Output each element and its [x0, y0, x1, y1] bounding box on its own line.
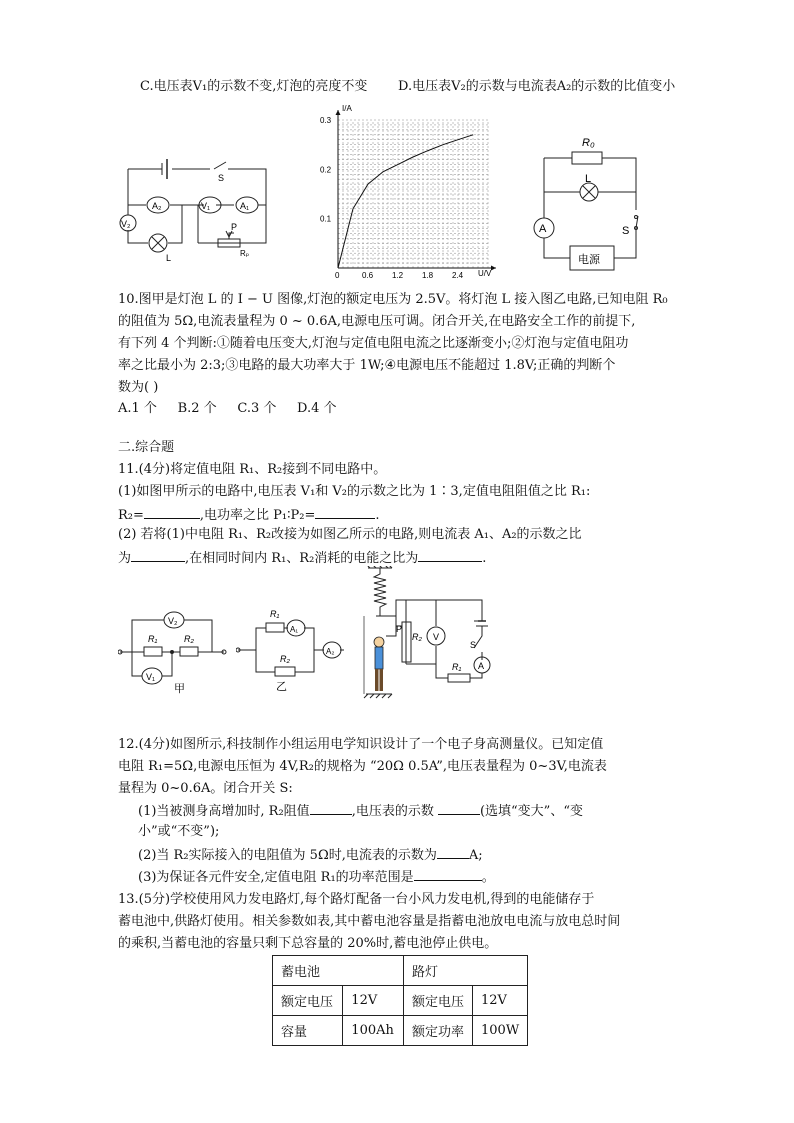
y-tick-label: 0.3: [320, 116, 332, 125]
q11-text: R₂=: [118, 508, 144, 523]
table-cell: 容量: [273, 1016, 343, 1046]
source-label: 电源: [578, 254, 600, 266]
switch-label: S: [470, 640, 477, 650]
answer-blank[interactable]: [414, 866, 482, 881]
switch-label: S: [622, 225, 630, 237]
option-c: C.电压表V₁的示数不变,灯泡的亮度不变: [140, 79, 368, 94]
q12-text: 。: [481, 870, 495, 885]
q11-line-4: (2) 若将(1)中电阻 R₁、R₂改接为如图乙所示的电路,则电流表 A₁、A₂的示数之比: [118, 527, 582, 542]
q12-line-3: 量程为 0~0.6A。闭合开关 S:: [118, 781, 293, 796]
a1-label: A₁: [240, 201, 250, 211]
circuit-jia-figure: [118, 600, 228, 695]
q13-line-2: 蓄电池中,供路灯使用。相关参数如表,其中蓄电池容量是指蓄电池放电电流与放电总时间: [118, 914, 621, 929]
q12-text: A;: [468, 848, 483, 863]
q12-line-7: [138, 866, 495, 888]
q10-line-4: 率之比最小为 2:3;③电路的最大功率大于 1W;④电源电压不能超过 1.8V;正确的判断个: [118, 358, 616, 373]
q12-line-2: 电阻 R₁=5Ω,电源电压恒为 4V,R₂的规格为 “20Ω 0.5A”,电压表量程为 0~3V,电流表: [118, 759, 607, 774]
x-tick-label: 1.8: [422, 271, 434, 280]
q12-text: (选填“变大”、“变: [479, 804, 583, 819]
r1-label: R₁: [148, 634, 158, 644]
option-d: D.电压表V₂的示数与电流表A₂的示数的比值变小: [398, 79, 676, 94]
height-meter-figure: [362, 566, 502, 700]
a2-label: A₂: [152, 201, 162, 211]
table-cell: 额定电压: [404, 986, 473, 1016]
lamp-label: L: [585, 173, 592, 185]
y-tick-label: 0.1: [320, 214, 332, 224]
table-cell: 12V: [343, 986, 404, 1016]
table-cell: 100W: [473, 1016, 528, 1046]
answer-blank[interactable]: [315, 504, 375, 519]
q10-line-1: 10.图甲是灯泡 L 的 I − U 图像,灯泡的额定电压为 2.5V。将灯泡 L 接入图乙电路,已知电阻 R₀: [118, 292, 668, 307]
voltmeter-label: V: [433, 632, 440, 642]
lamp-label: L: [166, 253, 172, 263]
table-cell: 100Ah: [343, 1016, 404, 1046]
v2-label: V₂: [168, 616, 178, 626]
v2-label: V₂: [121, 219, 131, 229]
x-axis-arrow: [491, 266, 496, 271]
r1-label: R₁: [452, 662, 462, 672]
q11-text: ,电功率之比 P₁∶P₂=: [199, 508, 316, 523]
table-cell: 额定电压: [273, 986, 343, 1016]
q12-line-1: 12.(4分)如图所示,科技制作小组运用电学知识设计了一个电子身高测量仪。已知定值: [118, 737, 604, 752]
answer-blank[interactable]: [438, 800, 480, 815]
circuit-left-figure: [118, 155, 278, 270]
q11-text: .: [375, 508, 380, 523]
fig-caption-yi: 乙: [276, 681, 287, 692]
fig-caption-jia: 甲: [174, 683, 185, 695]
q13-line-1: 13.(5分)学校使用风力发电路灯,每个路灯配备一台小风力发电机,得到的电能储存于: [118, 892, 595, 907]
table-row: [273, 986, 528, 1016]
a2-label: A₂: [326, 647, 335, 656]
answer-blank[interactable]: [418, 547, 482, 562]
table-row: [273, 1016, 528, 1046]
circuit-yi-figure: [236, 602, 346, 692]
a1-label: A₁: [290, 625, 299, 634]
circuit-right-figure: [530, 130, 642, 275]
r2-label: R₂: [280, 654, 290, 664]
r2-label: R₂: [184, 634, 194, 644]
r0-label: R₀: [582, 137, 595, 149]
ammeter-label: A: [539, 223, 547, 235]
rp-label: Rₚ: [240, 249, 250, 258]
q11-line-3: [118, 504, 380, 526]
q12-line-4: [138, 800, 583, 822]
table-row: [273, 956, 528, 986]
q11-line-1: 11.(4分)将定值电阻 R₁、R₂接到不同电路中。: [118, 462, 387, 477]
table-header: 蓄电池: [273, 956, 404, 986]
q10-options: A.1 个 B.2 个 C.3 个 D.4 个: [118, 401, 337, 416]
specs-table: [272, 955, 528, 1046]
iu-chart: [318, 100, 508, 282]
x-tick-label: 2.4: [452, 271, 464, 280]
x-tick-label: 0.6: [362, 271, 374, 280]
q11-text: ,在相同时间内 R₁、R₂消耗的电能之比为: [185, 551, 419, 566]
answer-blank[interactable]: [131, 547, 185, 562]
switch-label: S: [218, 173, 225, 183]
v1-label: V₁: [146, 672, 156, 682]
section-title: 二.综合题: [118, 440, 175, 455]
q12-text: (1)当被测身高增加时, R₂阻值: [138, 804, 310, 819]
q12-text: (3)为保证各元件安全,定值电阻 R₁的功率范围是: [138, 870, 414, 885]
answer-blank[interactable]: [310, 800, 352, 815]
q10-line-2: 的阻值为 5Ω,电流表量程为 0 ~ 0.6A,电源电压可调。闭合开关,在电路安全工作的前提下,: [118, 314, 636, 329]
person-icon: [374, 637, 384, 691]
slider-label: P: [231, 222, 238, 232]
table-cell: 额定功率: [404, 1016, 473, 1046]
x-tick-label: 0: [335, 271, 340, 280]
y-axis-arrow: [336, 110, 341, 115]
p-label: P: [396, 624, 403, 634]
q12-text: ,电压表的示数: [351, 804, 434, 819]
y-tick-label: 0.2: [320, 165, 332, 175]
q11-text: 为: [118, 551, 132, 566]
q10-line-5: 数为( ): [118, 380, 159, 395]
table-cell: 12V: [473, 986, 528, 1016]
x-tick-label: 1.2: [392, 271, 404, 280]
q12-line-5: 小”或“不变”);: [138, 824, 220, 839]
answer-blank[interactable]: [144, 504, 200, 519]
v1-label: V₁: [201, 201, 211, 211]
ammeter-label: A: [478, 661, 485, 671]
x-axis-label: U/V: [478, 269, 492, 278]
q13-line-3: 的乘积,当蓄电池的容量只剩下总容量的 20%时,蓄电池停止供电。: [118, 936, 498, 951]
q11-text: .: [482, 551, 487, 566]
q12-line-6: [138, 844, 483, 866]
q10-line-3: 有下列 4 个判断:①随着电压变大,灯泡与定值电阻电流之比逐渐变小;②灯泡与定值电阻功: [118, 336, 629, 351]
r2-label: R₂: [412, 632, 422, 642]
q11-line-2: (1)如图甲所示的电路中,电压表 V₁和 V₂的示数之比为 1∶3,定值电阻阻值之比 R₁:: [118, 484, 591, 499]
q12-text: (2)当 R₂实际接入的电阻值为 5Ω时,电流表的示数为: [138, 848, 437, 863]
r1-label: R₁: [270, 609, 280, 619]
table-header: 路灯: [404, 956, 528, 986]
answer-blank[interactable]: [437, 844, 469, 859]
y-axis-label: I/A: [342, 104, 352, 113]
